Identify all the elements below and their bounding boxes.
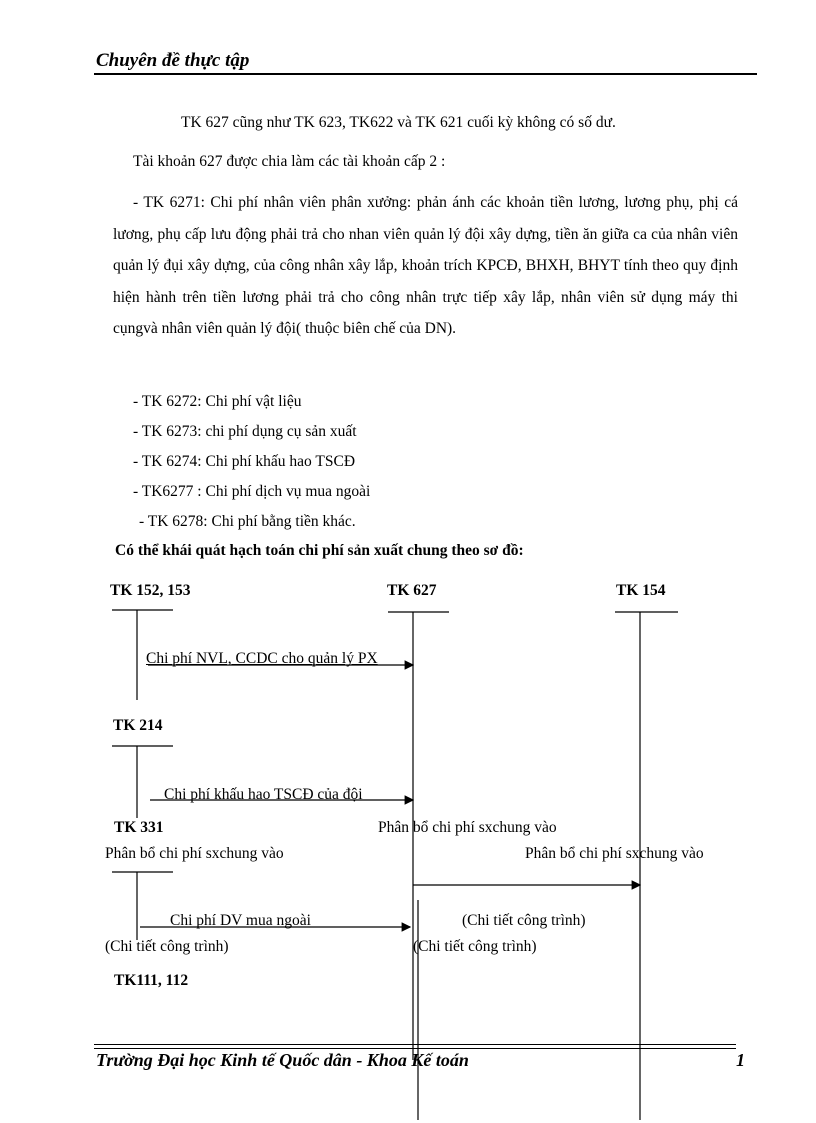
page-number: 1 — [736, 1050, 745, 1070]
intro-line: TK 627 cũng như TK 623, TK622 và TK 621 cuối kỳ không có số dư. — [181, 114, 616, 131]
account-tk111: TK111, 112 — [114, 972, 189, 989]
allocation-label-left: Phân bổ chi phí sxchung vào — [105, 845, 284, 862]
subaccounts-line: Tài khoản 627 được chia làm các tài khoản cấp 2 : — [133, 153, 446, 170]
flow-label-khauhao: Chi phí khấu hao TSCĐ của đội — [164, 786, 363, 803]
account-tk214: TK 214 — [113, 717, 163, 734]
account-tk627: TK 627 — [387, 582, 437, 599]
tk6271-paragraph: - TK 6271: Chi phí nhân viên phân xưởng: phản ánh các khoản tiền lương, lương phụ, phị cá lương, phụ cấp lưu động phải trả cho nhan viên quản lý đội xây dựng, tiền ăn giữa ca của nhân viên quản lý đụi xây dựng, của công nhân xây lắp, khoản trích KPCĐ, BHXH, BHYT tính theo quy định hiện hành trên tiền lương phải trả cho công nhân trực tiếp xây lắp, nhân viên sử dụng máy thi cụngvà nhân viên quản lý đội( thuộc biên chế của DN). — [113, 194, 738, 337]
allocation-label-627: Phân bổ chi phí sxchung vào — [378, 819, 557, 836]
flow-label-dv: Chi phí DV mua ngoài — [170, 912, 311, 929]
list-item-6277: - TK6277 : Chi phí dịch vụ mua ngoài — [133, 483, 371, 500]
detail-label-right: (Chi tiết công trình) — [462, 912, 586, 929]
detail-label-mid: (Chi tiết công trình) — [413, 938, 537, 955]
footer-school: Trường Đại học Kinh tế Quốc dân - Khoa Kế toán — [96, 1050, 469, 1070]
list-item-6278: - TK 6278: Chi phí bằng tiền khác. — [139, 513, 356, 530]
list-item-6273: - TK 6273: chi phí dụng cụ sản xuất — [133, 423, 357, 440]
list-item-6274: - TK 6274: Chi phí khấu hao TSCĐ — [133, 453, 356, 470]
flow-label-nvl: Chi phí NVL, CCDC cho quản lý PX — [146, 650, 378, 667]
account-tk331: TK 331 — [114, 819, 164, 836]
account-tk154: TK 154 — [616, 582, 666, 599]
diagram-intro: Có thể khái quát hạch toán chi phí sản xuất chung theo sơ đồ: — [115, 542, 524, 559]
page-header-title: Chuyên đề thực tập — [96, 50, 250, 71]
allocation-label-right: Phân bổ chi phí sxchung vào — [525, 845, 704, 862]
detail-label-left: (Chi tiết công trình) — [105, 938, 229, 955]
account-tk152: TK 152, 153 — [110, 582, 191, 599]
footer-rule-top — [94, 1044, 736, 1045]
list-item-6272: - TK 6272: Chi phí vật liệu — [133, 393, 302, 410]
footer-rule-bottom — [94, 1048, 736, 1049]
